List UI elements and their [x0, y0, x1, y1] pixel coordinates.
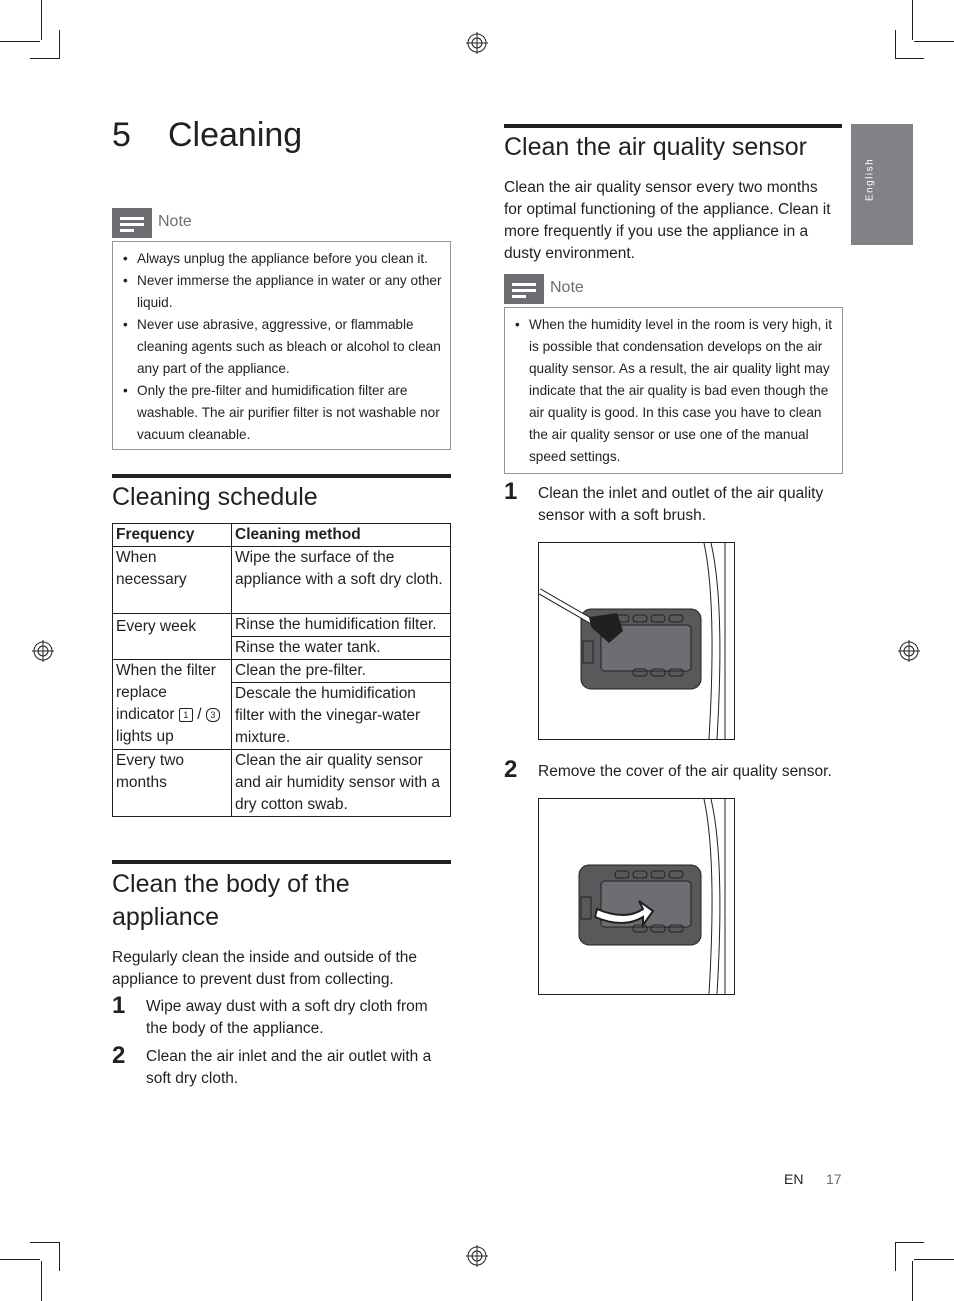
registration-mark-icon: [898, 640, 920, 662]
note-label: Note: [158, 213, 192, 230]
note-item: • Never immerse the appliance in water or any other liquid.: [113, 270, 450, 314]
step-text: Remove the cover of the air quality sensor.: [538, 763, 832, 780]
step-text: Wipe away dust with a soft dry cloth from the body of the appliance.: [146, 998, 428, 1037]
frequency-text: When the filter replace indicator: [116, 662, 216, 723]
step-text: Clean the air inlet and the air outlet with a soft dry cloth.: [146, 1048, 432, 1087]
note-item: • When the humidity level in the room is very high, it is possible that condensation develops on the air quality sensor. As a result, the air quality light may indicate that the air quality is bad even though the air quality is good. In this case you have to clean the air quality sensor or use one of the manual speed settings.: [505, 314, 836, 468]
frequency-cell: Every two months: [113, 750, 232, 817]
schedule-title: Cleaning schedule: [112, 483, 318, 511]
method-cell: Rinse the water tank.: [232, 637, 451, 660]
note-label: Note: [550, 279, 584, 296]
remove-cover-icon: [539, 799, 734, 994]
step-number: 2: [112, 1042, 126, 1069]
body-section-title: Clean the body of the appliance: [112, 870, 350, 931]
crop-mark: [895, 1242, 924, 1243]
registration-mark-icon: [466, 32, 488, 54]
table-row: [113, 547, 451, 614]
frequency-cell: When necessary: [113, 547, 232, 614]
footer-language: EN: [784, 1171, 804, 1187]
frequency-text: lights up: [116, 728, 174, 745]
step-number: 2: [504, 756, 518, 783]
method-cell: Wipe the surface of the appliance with a soft dry cloth.: [232, 547, 451, 614]
section-rule: [504, 124, 842, 128]
table-row: [113, 750, 451, 817]
crop-mark: [914, 1259, 954, 1260]
crop-mark: [59, 1242, 60, 1271]
note-item: • Never use abrasive, aggressive, or flammable cleaning agents such as bleach or alcohol to clean any part of the appliance.: [113, 314, 450, 380]
step-text: Clean the inlet and outlet of the air quality sensor with a soft brush.: [538, 485, 824, 524]
crop-mark: [914, 41, 954, 42]
chapter-number: 5: [112, 116, 131, 154]
crop-mark: [0, 41, 40, 42]
crop-mark: [30, 1242, 59, 1243]
note-header: [504, 274, 704, 304]
method-cell: Rinse the humidification filter.: [232, 614, 451, 637]
section-rule: [112, 474, 451, 478]
method-cell: Descale the humidification filter with the vinegar-water mixture.: [232, 683, 451, 750]
indicator-separator: /: [197, 706, 202, 723]
indicator-3-icon: 3: [206, 708, 220, 722]
note-box: [504, 307, 843, 474]
method-cell: Clean the pre-filter.: [232, 660, 451, 683]
crop-mark: [912, 1261, 913, 1301]
method-cell: Clean the air quality sensor and air humidity sensor with a dry cotton swab.: [232, 750, 451, 817]
crop-mark: [41, 1261, 42, 1301]
section-rule: [112, 860, 451, 864]
crop-mark: [895, 30, 896, 59]
body-section-intro: Regularly clean the inside and outside of the appliance to prevent dust from collecting.: [112, 949, 418, 988]
note-box: [112, 241, 451, 450]
registration-mark-icon: [466, 1245, 488, 1267]
frequency-cell: Every week: [113, 614, 232, 660]
note-icon: [112, 208, 152, 238]
crop-mark: [895, 58, 924, 59]
crop-mark: [59, 30, 60, 59]
registration-mark-icon: [32, 640, 54, 662]
chapter-title: Cleaning: [168, 116, 303, 154]
remove-cover-illustration: [538, 798, 735, 995]
indicator-1-icon: 1: [179, 708, 193, 722]
column-header: Frequency: [113, 524, 232, 547]
language-tab: [851, 124, 913, 245]
note-icon: [504, 274, 544, 304]
crop-mark: [912, 0, 913, 40]
column-header: Cleaning method: [232, 524, 451, 547]
frequency-cell: [113, 660, 232, 750]
table-row: [113, 660, 451, 683]
table-header-row: [113, 524, 451, 547]
brush-cleaning-illustration: [538, 542, 735, 740]
crop-mark: [30, 58, 59, 59]
note-item: • Always unplug the appliance before you clean it.: [113, 248, 450, 270]
crop-mark: [0, 1259, 40, 1260]
sensor-section-intro: Clean the air quality sensor every two months for optimal functioning of the appliance. Clean it more frequently if you use the appliance in a dusty environment.: [504, 179, 831, 262]
step-number: 1: [504, 478, 518, 505]
note-item: • Only the pre-filter and humidification filter are washable. The air purifier filter is not washable nor vacuum cleanable.: [113, 380, 450, 446]
crop-mark: [895, 1242, 896, 1271]
note-header: [112, 208, 312, 238]
crop-mark: [41, 0, 42, 40]
table-row: [113, 614, 451, 637]
page-number: 17: [826, 1171, 842, 1187]
cleaning-schedule-table: [112, 523, 451, 817]
step-number: 1: [112, 992, 126, 1019]
sensor-brush-icon: [539, 543, 734, 739]
language-tab-label: English: [864, 157, 876, 202]
sensor-section-title: Clean the air quality sensor: [504, 133, 807, 161]
